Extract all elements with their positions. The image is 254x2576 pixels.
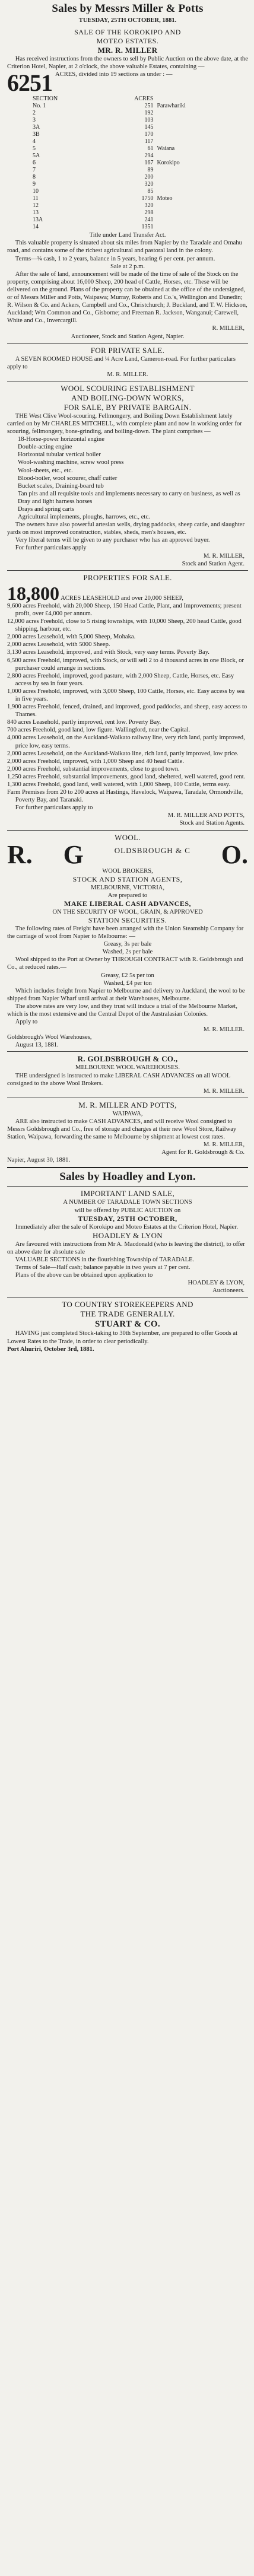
lot-acres: 200 xyxy=(144,174,154,181)
lot-section: 5A xyxy=(33,152,40,160)
lot-row xyxy=(31,224,233,231)
goldsbrough-initial-g: G xyxy=(63,839,84,869)
lot-section: 9 xyxy=(33,181,36,188)
storekeepers-title-line2: THE TRADE GENERALLY. xyxy=(80,1309,175,1319)
wool-scouring-title-line2: AND BOILING-DOWN WORKS, xyxy=(71,393,184,402)
taradale-date: TUESDAY, 25TH OCTOBER, xyxy=(78,1214,177,1223)
plant-item: Dray and light harness horses xyxy=(18,498,93,505)
taradale-line2: will be offered by PUBLIC AUCTION on xyxy=(74,1207,181,1214)
signature-role: Agent for R. Goldsbrough & Co. xyxy=(161,1149,245,1156)
property-item: 1,250 acres Freehold, substantial improvements, good land, sheltered, well watered, good rent. xyxy=(7,773,246,780)
lot-row xyxy=(31,167,233,174)
signature-role: Auctioneers. xyxy=(212,1287,245,1295)
lot-row xyxy=(31,145,233,152)
lot-row xyxy=(31,110,233,117)
stuart-firm: STUART & CO. xyxy=(95,1319,160,1330)
property-item: 9,600 acres Freehold, with 20,000 Sheep, 150 Head Cattle, Plant, and Improvements; present profit, over £4,000 per annum. xyxy=(7,602,242,617)
lot-row xyxy=(31,160,233,167)
plant-item: Double-acting engine xyxy=(18,444,72,451)
stuart-date: Port Ahuriri, October 3rd, 1881. xyxy=(7,1346,94,1353)
property-item: 2,000 acres Leasehold, with 5000 Sheep. xyxy=(7,641,110,648)
property-item: Farm Premises from 20 to 200 acres at Hastings, Havelock, Waipawa, Taradale, Ormondville, Poverty Bay, and Taranaki. xyxy=(7,789,243,804)
lot-acres: 89 xyxy=(147,167,154,174)
wool-scouring-apply: For further particulars apply xyxy=(15,545,87,552)
contract-rate-greasy: Greasy, £2 5s per ton xyxy=(101,972,154,979)
lot-name: Waiana xyxy=(157,145,175,152)
lot-acres: 241 xyxy=(144,217,154,224)
wool-title: WOOL. xyxy=(115,832,141,842)
signature-name: M. R. MILLER. xyxy=(203,1026,245,1033)
lot-section: 10 xyxy=(33,188,39,195)
lot-name xyxy=(155,217,233,224)
goldsbrough-sub4: Are prepared to xyxy=(107,892,148,899)
divider xyxy=(7,1051,248,1052)
important-land-sale-title: IMPORTANT LAND SALE, xyxy=(80,1189,175,1198)
lot-row xyxy=(31,124,233,131)
lot-acres: 61 xyxy=(147,145,154,152)
lot-acres: 298 xyxy=(144,209,154,217)
korokipo-terms: Terms—¼ cash, 1 to 2 years, balance in 5 years, bearing 6 per cent. per annum. xyxy=(15,255,215,262)
korokipo-title-line1: SALE OF THE KOROKIPO AND xyxy=(74,28,181,37)
lot-name: Parawhariki xyxy=(157,103,186,110)
lot-row xyxy=(31,217,233,224)
property-item: 1,900 acres Freehold, fenced, drained, and improved, good paddocks, and sheep, easy access to Thames. xyxy=(7,704,247,718)
plant-list xyxy=(7,435,248,521)
lots-col-section: SECTION xyxy=(33,96,58,103)
lot-acres: 294 xyxy=(144,152,154,160)
lot-section: 7 xyxy=(33,167,36,174)
sales-banner-hoadley-lyon: Sales by Hoadley and Lyon. xyxy=(59,1171,196,1184)
lot-name xyxy=(155,167,233,174)
private-sale-signature: M. R. MILLER. xyxy=(107,371,148,378)
property-item: 700 acres Freehold, good land, low figure. Wallingford, near the Capital. xyxy=(7,727,190,734)
lot-acres: 167 xyxy=(144,160,154,167)
plant-item: Bucket scales, Draining-board tub xyxy=(18,482,104,489)
signature-name: M. R. MILLER, xyxy=(203,552,245,559)
goldsbrough-heading xyxy=(7,839,248,869)
lot-acres: 85 xyxy=(147,188,154,195)
lot-row xyxy=(31,152,233,160)
lot-section: 5 xyxy=(33,145,36,152)
lot-acres: 1351 xyxy=(141,224,154,231)
signature-name: M. R. MILLER AND POTTS, xyxy=(167,812,245,819)
advances-text: THE undersigned is instructed to make LIBERAL CASH ADVANCES on all WOOL consigned to the above Wool Brokers. xyxy=(7,1072,230,1087)
lot-acres: 145 xyxy=(144,124,154,131)
signature-role: Stock and Station Agent. xyxy=(182,560,245,567)
plant-item: Agricultural implements, ploughs, harrows, etc., etc. xyxy=(18,514,150,521)
warehouse-address: Goldsbrough's Wool Warehouses, xyxy=(7,1034,92,1041)
korokipo-title-line2: MOTEO ESTATES. xyxy=(96,37,159,46)
hoadley-terms: Terms of Sale—Half cash; balance payable in two years at 7 per cent. xyxy=(15,1264,190,1271)
lot-section: 14 xyxy=(33,224,39,231)
lot-acres: 170 xyxy=(144,131,154,138)
sales-banner-miller-potts: Sales by Messrs Miller & Potts xyxy=(52,2,204,15)
property-item: 2,000 acres Freehold, substantial improvements, close to good town. xyxy=(7,765,180,772)
hoadley-plans: Plans of the above can be obtained upon application to xyxy=(15,1272,153,1279)
lot-section: 11 xyxy=(33,195,39,202)
plant-item: Wool-washing machine, screw wool press xyxy=(18,459,124,466)
stuart-text: HAVING just completed Stock-taking to 30th September, are prepared to offer Goods at Lowest Rates to the Trade, in order to clear periodically. xyxy=(7,1330,238,1345)
signature-name: M. R. MILLER. xyxy=(203,1087,245,1095)
lot-section: No. 1 xyxy=(33,103,46,110)
property-item: 4,000 acres Leasehold, on the Auckland-Waikato railway line, very rich land, partly improved, price low, easy terms. xyxy=(7,734,245,749)
sale-time: Sale at 2 p.m. xyxy=(110,263,145,270)
wool-scouring-terms: Very liberal terms will be given to any purchaser who has an approved buyer. xyxy=(15,537,210,544)
signature-name: M. R. MILLER, xyxy=(203,1141,245,1149)
lot-section: 2 xyxy=(33,110,36,117)
plant-item: 18-Horse-power horizontal engine xyxy=(18,436,104,443)
lot-name xyxy=(155,131,233,138)
plant-item: Wool-sheets, etc., etc. xyxy=(18,467,73,474)
lot-acres: 320 xyxy=(144,202,154,209)
lot-section: 3 xyxy=(33,117,36,124)
lot-name xyxy=(155,202,233,209)
lot-row xyxy=(31,188,233,195)
taradale-line3: Immediately after the sale of Korokipo and Moteo Estates at the Criterion Hotel, Napier. xyxy=(15,1223,238,1230)
goldsbrough-sub1: WOOL BROKERS, xyxy=(102,867,153,874)
property-item: 2,000 acres Freehold, improved, with 1,000 Sheep and 40 head Cattle. xyxy=(7,758,185,765)
lot-acres: 251 xyxy=(144,103,154,110)
korokipo-intro: Has received instructions from the owners to sell by Public Auction on the above date, at the Criterion Hotel, Napier, at 2 o'clock, the above valuable Estates, containing — xyxy=(7,56,248,71)
properties-title: PROPERTIES FOR SALE. xyxy=(83,573,172,582)
sale-date: TUESDAY, 25TH OCTOBER, 1881. xyxy=(78,17,177,24)
acreage-number: 6251 xyxy=(7,69,52,97)
lot-row xyxy=(31,174,233,181)
title-note: Title under Land Transfer Act. xyxy=(89,232,166,239)
lot-section: 13 xyxy=(33,209,39,217)
property-item: 2,000 acres Leasehold, on the Auckland-Waikato line, rich land, partly improved, low price. xyxy=(7,750,239,757)
wool-scouring-title-line1: WOOL SCOURING ESTABLISHMENT xyxy=(61,383,195,393)
lot-row xyxy=(31,131,233,138)
signature-role: Auctioneer, Stock and Station Agent, Napier. xyxy=(71,333,185,340)
acreage-big-number: 18,800 xyxy=(7,582,59,604)
lot-name xyxy=(155,138,233,145)
miller-potts-text: ARE also instructed to make CASH ADVANCES, and will receive Wool consigned to Messrs Goldsbrough and Co., free of storage and charges at their new Wool Store, Railway Station, Waipawa, forwarding the same to Melbourne by shipment at lowest cost rates. xyxy=(7,1118,237,1141)
hoadley-instructions: Are favoured with instructions from Mr A. Macdonald (who is leaving the district), to offer on above date for absolute sale xyxy=(7,1241,245,1255)
property-item: 1,300 acres Freehold, good land, well watered, with 1,000 Sheep, 100 Cattle, terms easy. xyxy=(7,781,231,788)
lot-section: 3B xyxy=(33,131,40,138)
lot-row xyxy=(31,117,233,124)
lot-name xyxy=(155,110,233,117)
private-sale-title: FOR PRIVATE SALE. xyxy=(90,345,165,355)
taradale-line1: A NUMBER OF TARADALE TOWN SECTIONS xyxy=(63,1199,192,1206)
lot-name xyxy=(155,224,233,231)
lot-row xyxy=(31,103,233,110)
hoadley-lyon-firm: HOADLEY & LYON xyxy=(93,1230,163,1240)
wool-scouring-intro: THE West Clive Wool-scouring, Fellmongery, and Boiling Down Establishment lately carried on by Mr CHARLES MITCHELL, with complete plant and now in working order for scouring, fellmongery, bone-grinding, and boiling-down. The plant comprises — xyxy=(7,412,242,435)
goldsbrough-sub2: STOCK AND STATION AGENTS, xyxy=(72,874,183,883)
lot-section: 12 xyxy=(33,202,39,209)
property-item: 2,000 acres Leasehold, with 5,000 Sheep, Mohaka. xyxy=(7,634,136,641)
property-item: 3,130 acres Leasehold, improved, and with Stock, very easy terms. Poverty Bay. xyxy=(7,649,209,656)
lots-table xyxy=(31,96,233,231)
lot-row xyxy=(31,181,233,188)
hoadley-sections: VALUABLE SECTIONS in the flourishing Township of TARADALE. xyxy=(15,1256,195,1263)
properties-list xyxy=(7,602,248,804)
goldsbrough-co: O. xyxy=(221,839,248,869)
warehouse-date: August 13, 1881. xyxy=(15,1042,59,1049)
lot-row xyxy=(31,138,233,145)
lot-row xyxy=(31,202,233,209)
freight-trust: The above rates are very low, and they trust will induce a trial of the Melbourne Market, which is the most extensive and the Central Depot of the Australasian Colonies. xyxy=(7,1003,237,1017)
property-item: 12,000 acres Freehold, close to 5 rising townships, with 10,000 Sheep, 200 head Cattle, good shipping, harbour, etc. xyxy=(7,618,242,633)
lot-name xyxy=(155,181,233,188)
acreage-big-text: ACRES LEASEHOLD and over 20,000 SHEEP, xyxy=(61,594,183,602)
goldsbrough-initial-r: R. xyxy=(7,839,33,869)
lots-col-acres: ACRES xyxy=(134,96,154,103)
freight-includes: Which includes freight from Napier to Melbourne and delivery to Auckland, the wool to be shipped from Napier Wharf until arrival at their Warehouses, Melbourne. xyxy=(7,987,245,1002)
goldsbrough-sub7: STATION SECURITIES. xyxy=(88,915,167,924)
goldsbrough2-title: R. GOLDSBROUGH & CO., xyxy=(77,1054,178,1064)
wool-scouring-extras: The owners have also powerful artesian wells, drying paddocks, sheep cattle, and slaughter yards on most improved construction, stables, sheds, men's houses, etc. xyxy=(7,521,245,536)
property-item: 2,800 acres Freehold, improved, good pasture, with 2,000 Sheep, Cattle, Horses, etc. Easy access by sea in four years. xyxy=(7,672,234,687)
divider xyxy=(7,343,248,344)
lot-acres: 103 xyxy=(144,117,154,124)
storekeepers-title-line1: TO COUNTRY STOREKEEPERS AND xyxy=(62,1300,193,1309)
lot-section: 6 xyxy=(33,160,36,167)
through-contract: Wool shipped to the Port at Owner by THROUGH CONTRACT with R. Goldsbrough and Co., at reduced rates.— xyxy=(7,956,243,971)
signature-name: R. MILLER, xyxy=(212,325,245,332)
lot-row xyxy=(31,209,233,217)
korokipo-stock-note: After the sale of land, announcement will be made of the time of sale of the Stock on the property, comprising about 16,000 Sheep, 200 head of Cattle, Horses, etc. These will be delivered on the ground. Plans of the property can be obtained at the office of the undersigned, or of Messrs Miller and Potts, Waipawa; Murray, Roberts and Co.'s, Wellington and Dunedin; R. Wilson & Co. and Ackers, Campbell and Co., Christchurch; J. Buckland, and T. W. Hickson, Auckland; Wm Common and Co., Gisborne; and Freeman R. Jackson, Wanganui; Carewell, White and Co., Invercargill. xyxy=(7,271,247,325)
signature-name: HOADLEY & LYON, xyxy=(188,1280,245,1287)
divider xyxy=(7,830,248,831)
goldsbrough-sub5: MAKE LIBERAL CASH ADVANCES, xyxy=(64,899,191,908)
signature-role: Stock and Station Agents. xyxy=(179,820,245,827)
lot-name: Moteo xyxy=(157,195,173,202)
acreage-text: ACRES, divided into 19 sections as under : — xyxy=(55,71,173,78)
goldsbrough2-sub: MELBOURNE WOOL WAREHOUSES. xyxy=(75,1064,180,1071)
property-item: 840 acres Leasehold, partly improved, rent low. Poverty Bay. xyxy=(7,719,161,726)
lot-name xyxy=(155,209,233,217)
lot-name xyxy=(155,124,233,131)
goldsbrough-firm: OLDSBROUGH & C xyxy=(114,845,190,855)
freight-apply: Apply to xyxy=(15,1019,38,1026)
plant-item: Blood-boiler, wool scourer, chaff cutter xyxy=(18,475,118,482)
freight-rate-washed: Washed, 2s per bale xyxy=(102,949,153,956)
lot-row xyxy=(31,195,233,202)
miller-potts-date: Napier, August 30, 1881. xyxy=(7,1157,71,1164)
lot-section: 4 xyxy=(33,138,36,145)
lot-name: Korokipo xyxy=(157,160,180,167)
lot-name xyxy=(155,188,233,195)
miller-potts-sub: WAIPAWA, xyxy=(112,1110,143,1117)
property-item: 6,500 acres Freehold, improved, with Stock, or will sell 2 to 4 thousand acres in one Block, or purchaser could arrange in sections. xyxy=(7,657,244,672)
miller-potts-title: M. R. MILLER AND POTTS, xyxy=(78,1100,177,1109)
freight-rate-greasy: Greasy, 3s per bale xyxy=(103,941,152,948)
lot-section: 8 xyxy=(33,174,36,181)
divider xyxy=(7,570,248,571)
lot-name xyxy=(155,174,233,181)
goldsbrough-sub3: MELBOURNE, VICTORIA, xyxy=(90,884,165,891)
plant-item: Drays and spring carts xyxy=(18,506,75,513)
lot-acres: 192 xyxy=(144,110,154,117)
lot-acres: 320 xyxy=(144,181,154,188)
goldsbrough-sub6: ON THE SECURITY OF WOOL, GRAIN, & APPROVED xyxy=(52,908,203,915)
auctioneer-name: MR. R. MILLER xyxy=(97,46,158,55)
private-sale-text: A SEVEN ROOMED HOUSE and ¼ Acre Land, Cameron-road. For further particulars apply to xyxy=(7,355,236,370)
contract-rate-washed: Washed, £4 per ton xyxy=(103,979,152,987)
lot-acres: 117 xyxy=(144,138,154,145)
property-item: 1,000 acres Freehold, improved, with 3,000 Sheep, 100 Cattle, Horses, etc. Easy access by sea in five years. xyxy=(7,688,245,702)
lot-section: 13A xyxy=(33,217,43,224)
lot-section: 3A xyxy=(33,124,40,131)
lot-name xyxy=(155,152,233,160)
wool-scouring-title-line3: FOR SALE, BY PRIVATE BARGAIN. xyxy=(64,402,192,412)
lot-name xyxy=(155,117,233,124)
plant-item: Horizontal tubular vertical boiler xyxy=(18,451,101,459)
lot-acres: 1750 xyxy=(141,195,154,202)
divider-thick xyxy=(7,1167,248,1168)
korokipo-description: This valuable property is situated about six miles from Napier by the Taradale and Omahu road, and contains some of the richest agricultural and pastoral land in the colony. xyxy=(7,240,242,255)
plant-item: Tan pits and all requisite tools and implements necessary to carry on business, as well as xyxy=(18,490,240,497)
properties-apply: For further particulars apply to xyxy=(15,804,93,812)
freight-intro: The following rates of Freight have been arranged with the Union Steamship Company for the carriage of wool from Napier to Melbourne: — xyxy=(7,925,244,940)
divider xyxy=(7,1186,248,1187)
